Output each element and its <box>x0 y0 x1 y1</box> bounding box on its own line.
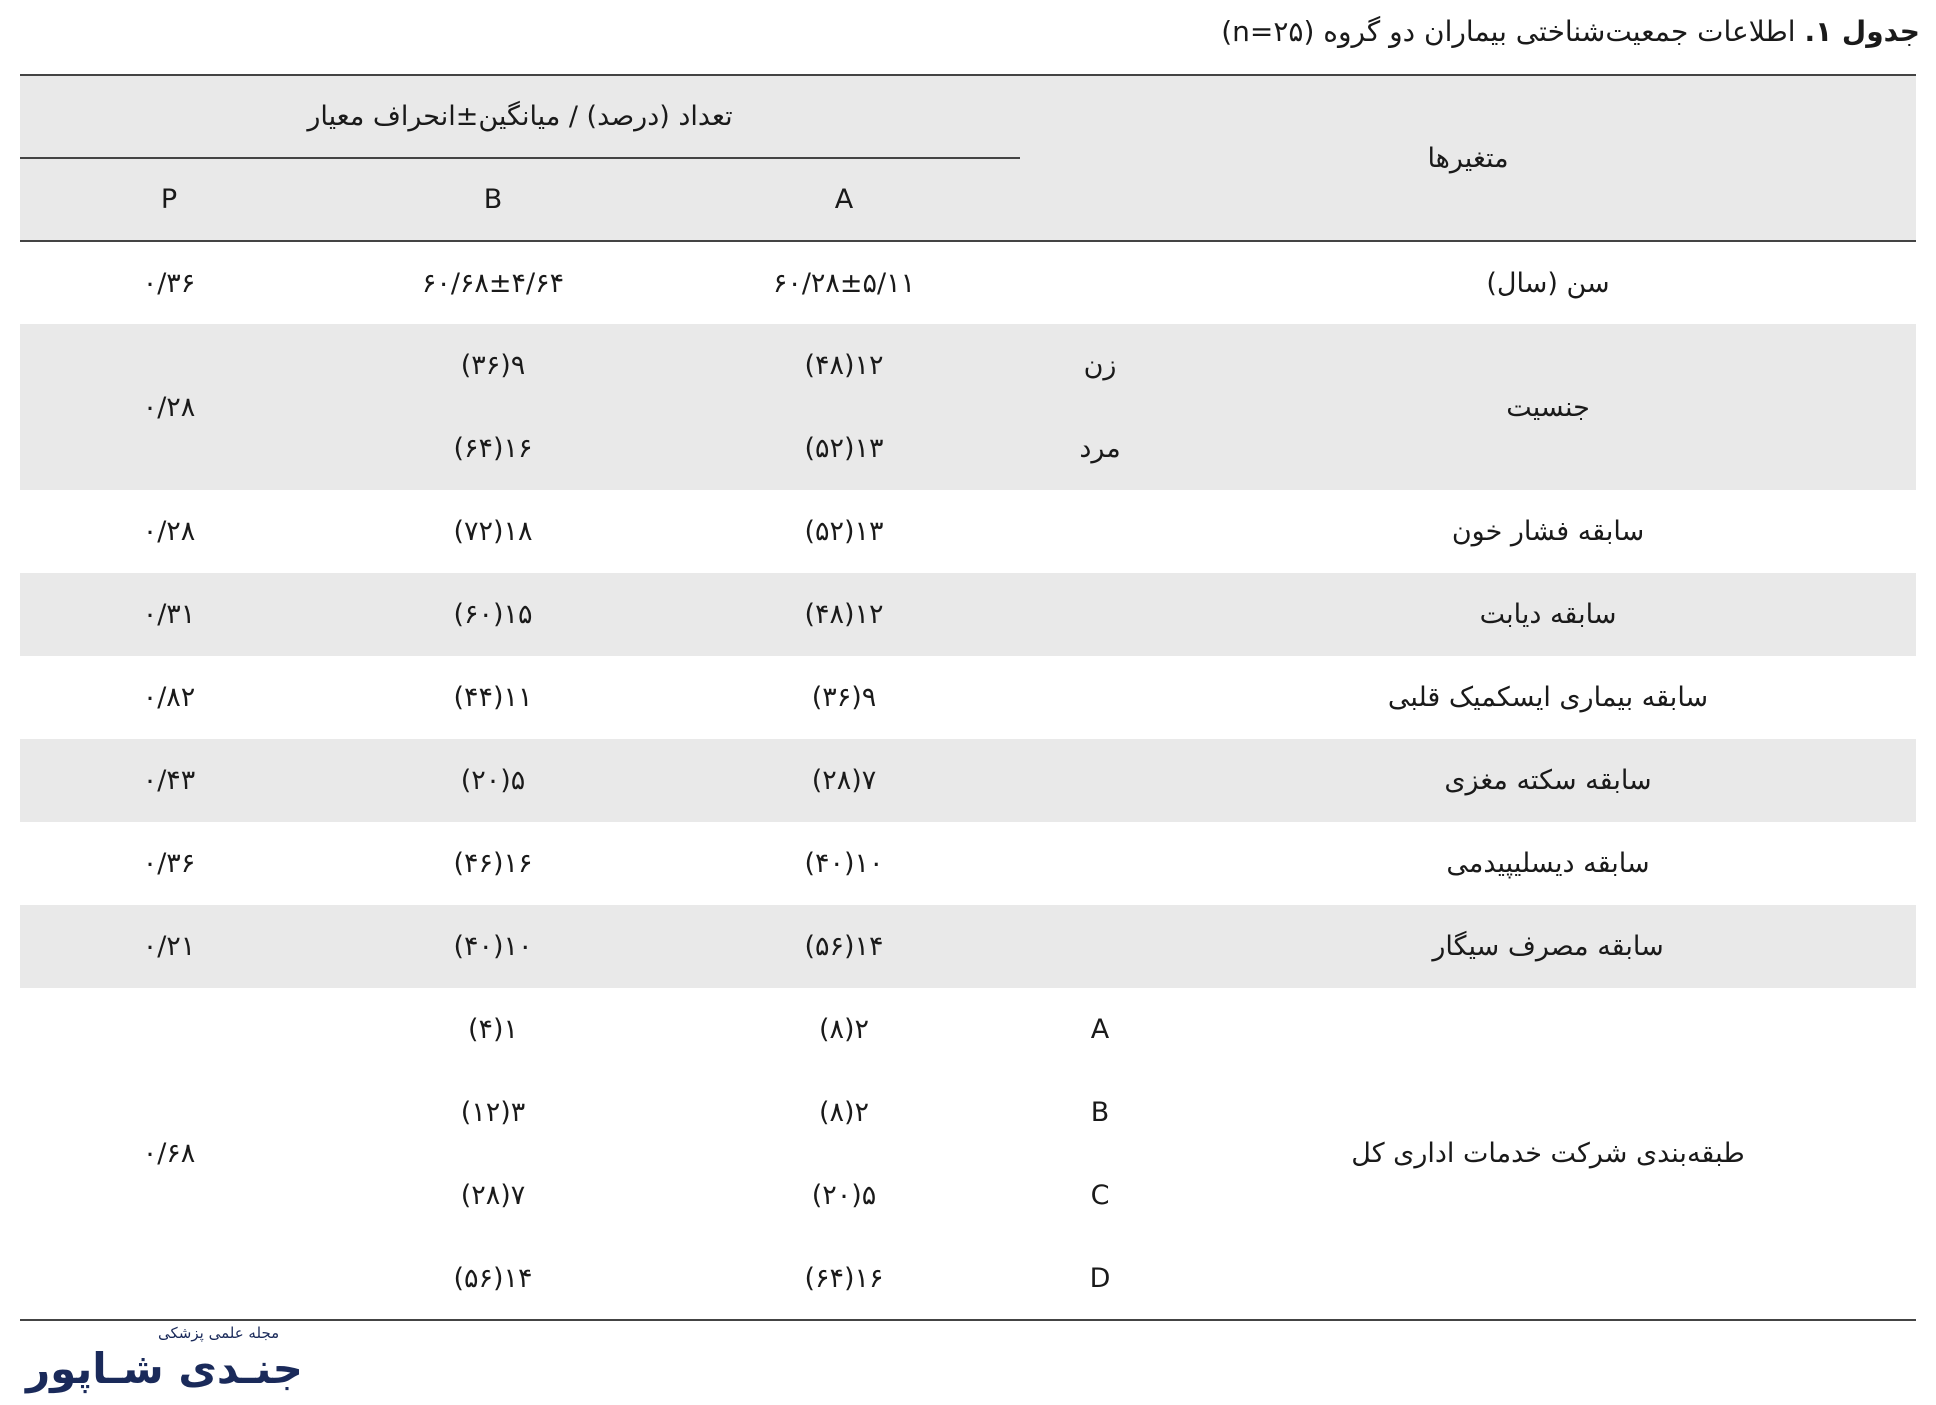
demographics-table <box>20 74 1916 1321</box>
table-row <box>20 324 1916 407</box>
cell-variable: سابقه فشار خون <box>1451 516 1645 547</box>
cell-variable: سابقه سکته مغزی <box>1180 739 1916 822</box>
table-row <box>20 490 1916 573</box>
cell-a: ۱۴(۵۶) <box>668 905 1020 988</box>
cell-sub: A <box>1090 1014 1110 1045</box>
cell-b: ۱۰(۴۰) <box>318 905 668 988</box>
cell-sub: C <box>1090 1180 1110 1211</box>
cell-p: ۰/۴۳ <box>20 739 318 822</box>
table-row <box>20 573 1916 656</box>
cell-a: ۶۰/۲۸±۵/۱۱ <box>772 267 916 299</box>
cell-b: ۷(۲۸) <box>460 1180 526 1211</box>
table-row <box>20 656 1916 739</box>
cell-b: ۱۴(۵۶) <box>453 1262 533 1294</box>
cell-a: ۱۰(۴۰) <box>804 848 884 879</box>
cell-variable: جنسیت <box>1180 324 1916 490</box>
cell-a: ۱۲(۴۸) <box>668 573 1020 656</box>
cell-a: ۲(۸) <box>818 1097 870 1128</box>
group-header: تعداد (درصد) / میانگین±انحراف معیار <box>20 75 1020 158</box>
cell-a: ۲(۸) <box>818 1014 870 1045</box>
cell-a: ۱۲(۴۸) <box>668 324 1020 407</box>
cell-sub <box>1020 241 1180 324</box>
cell-sub: مرد <box>1020 407 1180 490</box>
cell-b: ۳(۱۲) <box>460 1097 526 1128</box>
cell-sub: زن <box>1020 324 1180 407</box>
cell-b: ۱۱(۴۴) <box>453 682 533 713</box>
cell-p: ۰/۸۲ <box>142 682 196 713</box>
cell-sub <box>1020 656 1180 739</box>
cell-a: ۵(۲۰) <box>811 1180 877 1211</box>
cell-b: ۱۸(۷۲) <box>453 516 533 547</box>
cell-b: ۱۶(۶۴) <box>318 407 668 490</box>
cell-variable: سابقه دیابت <box>1180 573 1916 656</box>
cell-b: ۱(۴) <box>467 1014 519 1045</box>
cell-p: ۰/۳۶ <box>142 848 196 879</box>
cell-variable: سن (سال) <box>1486 267 1610 299</box>
table-row <box>20 822 1916 905</box>
table-row <box>20 739 1916 822</box>
cell-p: ۰/۳۶ <box>142 267 196 299</box>
cell-p: ۰/۲۸ <box>142 516 196 547</box>
variables-header: متغیرها <box>1020 75 1916 241</box>
cell-a: ۱۶(۶۴) <box>804 1262 884 1294</box>
cell-sub <box>1020 490 1180 573</box>
cell-a: ۱۳(۵۲) <box>804 516 884 547</box>
cell-b: ۹(۳۶) <box>318 324 668 407</box>
journal-logo <box>22 1318 302 1398</box>
cell-p: ۰/۶۸ <box>142 1138 196 1169</box>
cell-b: ۱۵(۶۰) <box>318 573 668 656</box>
journal-logo-subtitle: مجله علمی پزشکی <box>158 1324 280 1342</box>
table-row <box>20 905 1916 988</box>
cell-a: ۹(۳۶) <box>811 682 877 713</box>
cell-b: ۶۰/۶۸±۴/۶۴ <box>421 267 565 299</box>
caption-text: اطلاعات جمعیت‌شناختی بیماران دو گروه (n=۲۵) <box>1221 15 1796 48</box>
col-header-a: A <box>668 158 1020 241</box>
cell-sub <box>1020 739 1180 822</box>
cell-sub <box>1020 822 1180 905</box>
table-row <box>20 988 1916 1071</box>
cell-variable: سابقه دیسلیپیدمی <box>1446 848 1650 879</box>
cell-variable: طبقه‌بندی شرکت خدمات اداری کل <box>1351 1138 1745 1169</box>
cell-variable: سابقه بیماری ایسکمیک قلبی <box>1387 682 1709 713</box>
cell-sub: B <box>1090 1097 1110 1128</box>
cell-b: ۱۶(۴۶) <box>453 848 533 879</box>
table-row <box>20 241 1916 324</box>
col-header-p: P <box>20 158 318 241</box>
cell-a: ۷(۲۸) <box>668 739 1020 822</box>
caption-prefix: جدول ۱. <box>1804 15 1920 48</box>
cell-sub <box>1020 573 1180 656</box>
cell-a: ۱۳(۵۲) <box>668 407 1020 490</box>
cell-b: ۵(۲۰) <box>318 739 668 822</box>
cell-p: ۰/۲۱ <box>20 905 318 988</box>
cell-variable: سابقه مصرف سیگار <box>1180 905 1916 988</box>
cell-p: ۰/۳۱ <box>20 573 318 656</box>
col-header-b: B <box>318 158 668 241</box>
table-caption <box>1221 12 1920 52</box>
cell-p: ۰/۲۸ <box>20 324 318 490</box>
cell-sub <box>1020 905 1180 988</box>
cell-sub: D <box>1089 1262 1111 1294</box>
journal-logo-title: جنـدی شـاپور <box>26 1344 303 1393</box>
